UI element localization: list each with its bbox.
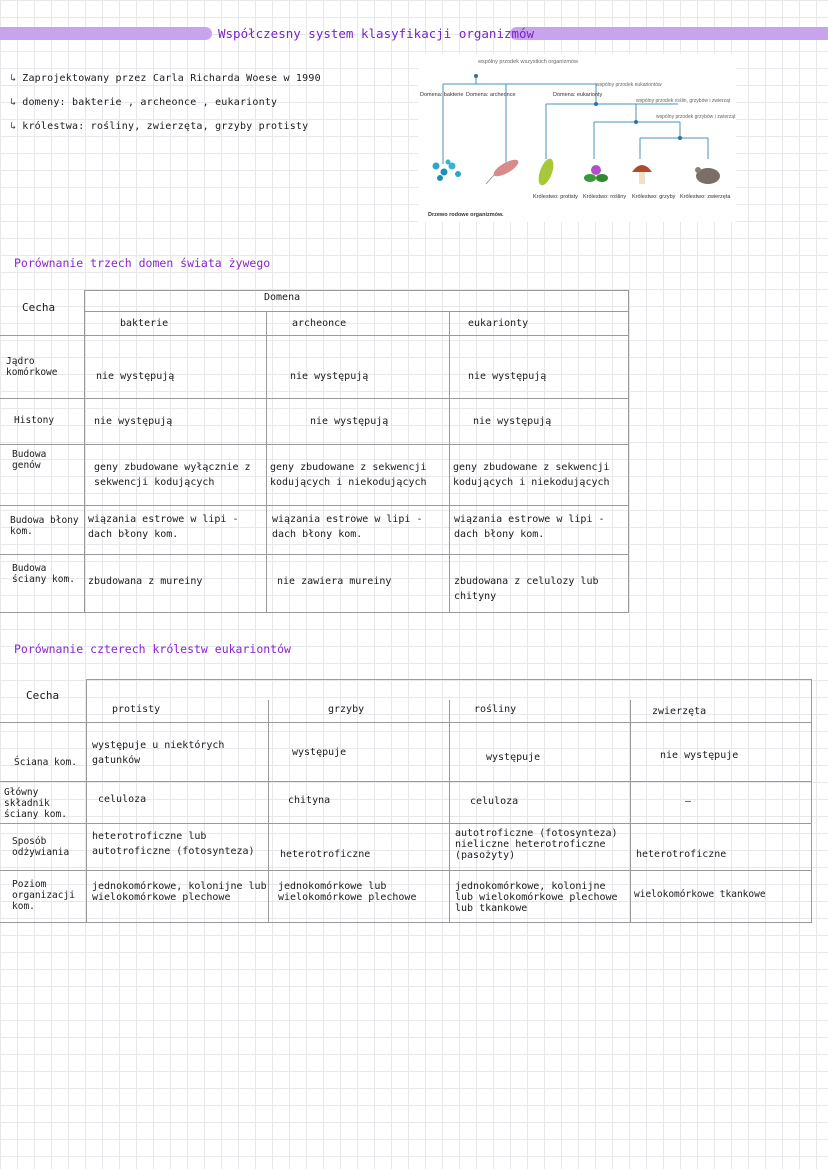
kingdoms-cell: występuje [486,752,541,763]
svg-text:wspólny przodek grzybów i zwie [656,114,736,120]
domains-cell: geny zbudowane wyłącznie z sekwencji kodujących [94,462,251,488]
kingdoms-cell: autotroficzne (fotosynteza) nieliczne heterotroficzne (pasożyty) [455,828,618,861]
domains-cell: nie występują [310,416,389,427]
svg-text:Domena: archeonce [466,92,516,98]
svg-text:Królestwo: rośliny [583,194,626,200]
domains-cell: nie występują [468,371,547,382]
domains-cell: wiązania estrowe w lipi - dach błony kom. [272,514,423,540]
tree-caption: Drzewo rodowe organizmów. [428,212,504,218]
kingdoms-cell: celuloza [98,794,147,805]
domains-col-bacteria: bakterie [120,318,169,329]
arrow-icon: ↳ [10,97,17,108]
kingdoms-cell: jednokomórkowe lub wielokomórkowe plechowe [278,881,417,903]
svg-text:Królestwo: zwierzęta [680,194,731,200]
domains-cell: nie występują [473,416,552,427]
svg-text:Drzewo rodowe organizmów. [428,212,504,218]
domains-cell: geny zbudowane z sekwencji kodujących i niekodujących [270,462,427,488]
kingdoms-col-animals: zwierzęta [652,706,707,717]
domains-col-eukarya: eukarionty [468,318,529,329]
tree-kingdom-fungi: Królestwo: grzyby [632,194,676,200]
tree-kingdom-plants: Królestwo: rośliny [583,194,627,200]
kingdoms-col-plants: rośliny [474,704,517,715]
domains-cell: nie występują [96,371,175,382]
domains-table-title: Porównanie trzech domen świata żywego [14,256,271,270]
domains-feature-header: Cecha [22,301,56,314]
tree-ancestor-eukaryotes: wspólny przodek eukariontów [596,82,662,88]
tree-ancestor-plants-fungi-animals: wspólny przodek roślin, grzybów i zwierząt [636,98,731,104]
svg-text:wspólny przodek roślin, grzybó [636,98,731,104]
kingdoms-cell: jednokomórkowe, kolonijne lub wielokomórkowe plechowe [92,881,267,903]
domains-cell: geny zbudowane z sekwencji kodujących i niekodujących [453,462,610,488]
domains-cell: nie występują [94,416,173,427]
domains-cell: zbudowana z mureiny [88,576,203,587]
svg-text:Domena: bakterie [420,92,463,98]
kingdoms-cell: jednokomórkowe, kolonijne lub wielokomórkowe plechowe lub tkankowe [455,881,618,914]
kingdoms-cell: heterotroficzne [636,849,727,860]
kingdoms-cell: wielokomórkowe tkankowe [634,889,766,900]
kingdoms-cell: heterotroficzne lub autotroficzne (fotosynteza) [92,831,255,857]
domains-row-feature: Histony [14,415,55,426]
kingdoms-cell: — [685,796,692,807]
kingdoms-row-feature: Sposób odżywiania [12,836,70,858]
kingdoms-cell: występuje [292,747,347,758]
domains-row-feature: Jądro komórkowe [6,356,58,378]
phylogenetic-tree-figure [418,54,736,222]
svg-text:Królestwo: grzyby [632,194,676,200]
kingdoms-col-fungi: grzyby [328,704,365,715]
domains-cell: wiązania estrowe w lipi - dach błony kom. [88,514,239,540]
tree-ancestor-fungi-animals: wspólny przodek grzybów i zwierząt [656,114,736,120]
svg-text:Królestwo: protisty [533,194,578,200]
arrow-icon: ↳ [10,73,17,84]
tree-domain-archaea: Domena: archeonce [466,92,516,98]
domains-cell: nie zawiera mureiny [277,576,392,587]
arrow-icon: ↳ [10,121,17,132]
kingdoms-row-feature: Poziom organizacji kom. [12,879,75,912]
note-item: ↳ królestwa: rośliny, zwierzęta, grzyby protisty [10,121,309,132]
tree-domain-eukarya: Domena: eukarionty [553,92,603,98]
title-highlight-left [0,27,212,40]
domains-cell: zbudowana z celulozy lub chityny [454,576,599,602]
tree-common-ancestor: wspólny przodek wszystkich organizmów [478,59,578,65]
tree-kingdom-animals: Królestwo: zwierzęta [680,194,731,200]
domains-cell: wiązania estrowe w lipi - dach błony kom. [454,514,605,540]
note-item: ↳ domeny: bakterie , archeonce , eukarionty [10,97,278,108]
domains-col-archaea: archeonce [292,318,347,329]
kingdoms-col-protists: protisty [112,704,161,715]
page-title: Współczesny system klasyfikacji organizmów [218,26,535,41]
domains-cell: nie występują [290,371,369,382]
svg-text:wspólny przodek wszystkich org [477,59,578,65]
domains-row-feature: Budowa ściany kom. [12,563,75,585]
kingdoms-cell: chityna [288,795,331,806]
kingdoms-cell: nie występuje [660,750,739,761]
tree-kingdom-protists: Królestwo: protisty [533,194,578,200]
tree-domain-bacteria: Domena: bakterie [420,92,464,98]
kingdoms-table-title: Porównanie czterech królestw eukariontów [14,642,291,656]
domains-row-feature: Budowa genów [12,449,47,471]
kingdoms-feature-header: Cecha [26,689,60,702]
domains-group-header: Domena [264,292,301,303]
kingdoms-row-feature: Główny składnik ściany kom. [4,787,67,820]
kingdoms-cell: występuje u niektórych gatunków [92,740,225,766]
domains-row-feature: Budowa błony kom. [10,515,79,537]
kingdoms-cell: heterotroficzne [280,849,371,860]
title-highlight-right [510,27,828,40]
note-item: ↳ Zaprojektowany przez Carla Richarda Woese w 1990 [10,73,321,84]
kingdoms-row-feature: Ściana kom. [14,757,77,768]
svg-text:wspólny przodek eukariontów [596,82,662,88]
svg-text:Domena: eukarionty [553,92,602,98]
kingdoms-cell: celuloza [470,796,519,807]
